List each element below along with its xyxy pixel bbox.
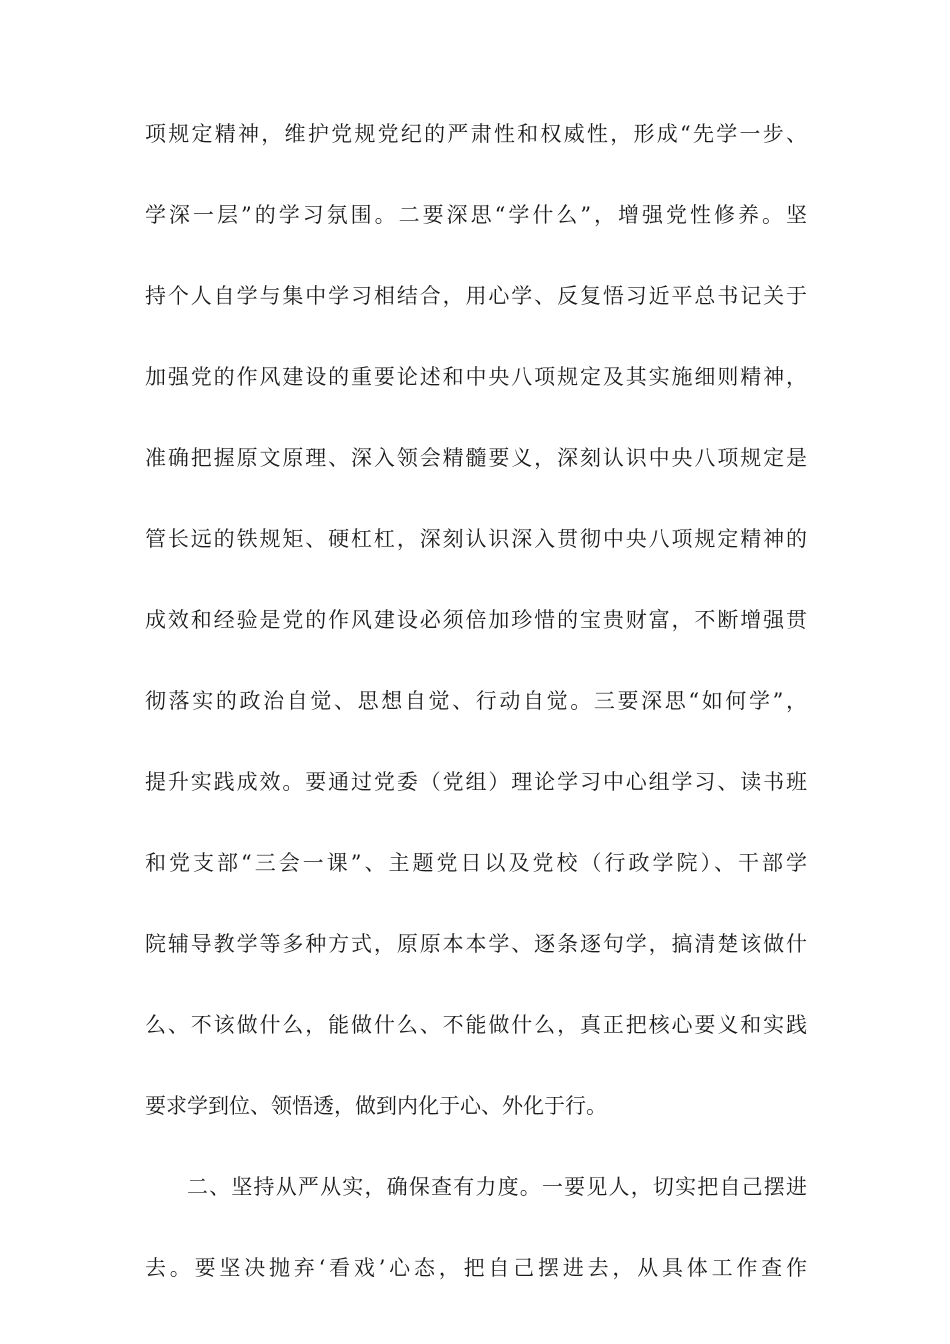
paragraph-line-10: 和党支部“三会一课”、主题党日以及党校（行政学院）、干部学: [145, 851, 807, 875]
paragraph-line-2: 学深一层”的学习氛围。二要深思“学什么”，增强党性修养。坚: [145, 203, 807, 227]
paragraph-line-12: 么、不该做什么，能做什么、不能做什么，真正把核心要义和实践: [145, 1013, 807, 1037]
paragraph-line-7: 成效和经验是党的作风建设必须倍加珍惜的宝贵财富，不断增强贯: [145, 608, 807, 632]
paragraph-line-3: 持个人自学与集中学习相结合，用心学、反复悟习近平总书记关于: [145, 284, 807, 308]
paragraph-line-5: 准确把握原文原理、深入领会精髓要义，深刻认识中央八项规定是: [145, 446, 807, 470]
paragraph-line-4: 加强党的作风建设的重要论述和中央八项规定及其实施细则精神，: [145, 365, 807, 389]
paragraph-line-11: 院辅导教学等多种方式，原原本本学、逐条逐句学，搞清楚该做什: [145, 932, 807, 956]
paragraph-line-8: 彻落实的政治自觉、思想自觉、行动自觉。三要深思“如何学”，: [145, 689, 807, 713]
paragraph-line-13: 要求学到位、领悟透，做到内化于心、外化于行。: [145, 1094, 607, 1118]
section-two-line-1: 二、坚持从严从实，确保查有力度。一要见人，切实把自己摆进: [187, 1175, 807, 1199]
paragraph-line-9: 提升实践成效。要通过党委（党组）理论学习中心组学习、读书班: [145, 770, 807, 794]
section-two-line-2: 去。要坚决抛弃‘看戏’心态，把自己摆进去，从具体工作查作: [145, 1256, 807, 1280]
paragraph-line-6: 管长远的铁规矩、硬杠杠，深刻认识深入贯彻中央八项规定精神的: [145, 527, 807, 551]
paragraph-line-1: 项规定精神，维护党规党纪的严肃性和权威性，形成“先学一步、: [145, 122, 807, 146]
